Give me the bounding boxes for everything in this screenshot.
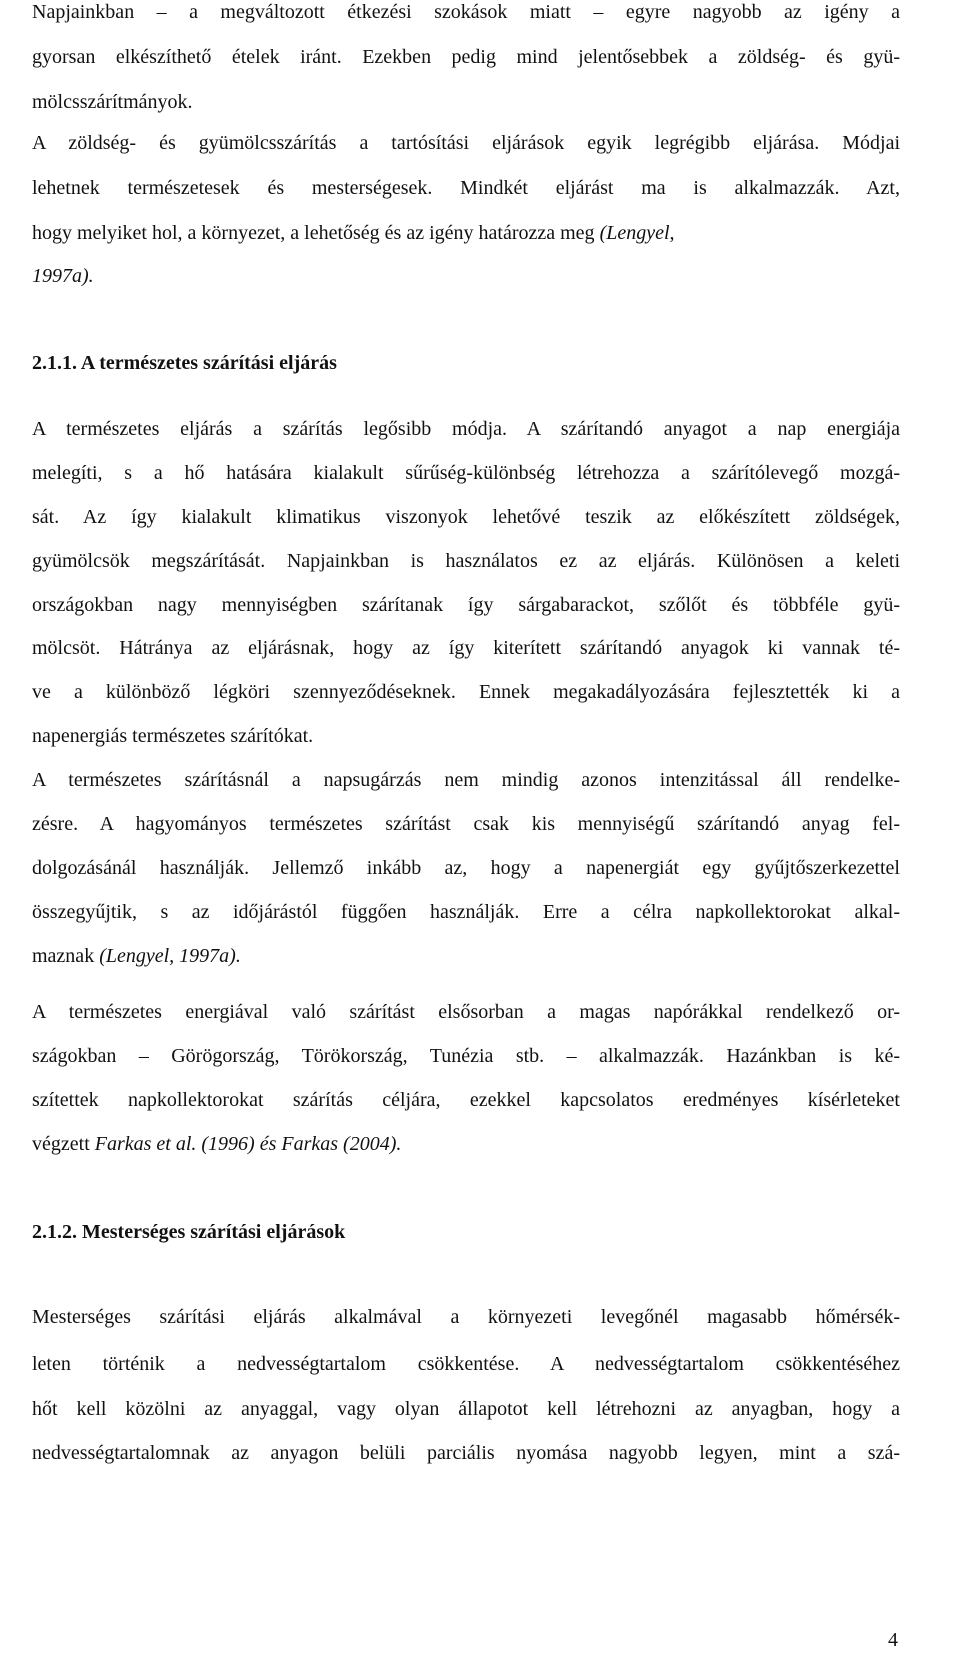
paragraph-text: végzett: [32, 1133, 95, 1155]
paragraph-line: lehetnek természetesek és mesterségesek. Mindkét eljárást ma is alkalmazzák. Azt,: [32, 177, 900, 199]
paragraph-line: hőt kell közölni az anyaggal, vagy olyan állapotot kell létrehozni az anyagban, hogy a: [32, 1398, 900, 1420]
paragraph-line: sát. Az így kialakult klimatikus viszonyok lehetővé teszik az előkészített zöldségek,: [32, 506, 900, 528]
section-heading: 2.1.1. A természetes szárítási eljárás: [32, 352, 337, 374]
paragraph-line: A természetes energiával való szárítást elsősorban a magas napórákkal rendelkező or-: [32, 1001, 900, 1023]
citation: Farkas et al. (1996) és Farkas (2004).: [94, 1133, 402, 1155]
paragraph-line: A természetes eljárás a szárítás legősibb módja. A szárítandó anyagot a nap energiája: [32, 418, 900, 440]
paragraph-line: napenergiás természetes szárítókat.: [32, 725, 314, 747]
paragraph-line: dolgozásánál használják. Jellemző inkább az, hogy a napenergiát egy gyűjtőszerkezettel: [32, 857, 900, 879]
paragraph-line: ve a különböző légköri szennyeződéseknek. Ennek megakadályozására fejlesztették ki a: [32, 681, 900, 703]
paragraph-line: összegyűjtik, s az időjárástól függően használják. Erre a célra napkollektorokat alkal-: [32, 901, 900, 923]
paragraph-line: szágokban – Görögország, Törökország, Tunézia stb. – alkalmazzák. Hazánkban is ké-: [32, 1045, 900, 1067]
paragraph-line: A természetes szárításnál a napsugárzás nem mindig azonos intenzitással áll rendelke-: [32, 769, 900, 791]
paragraph-text: maznak: [32, 945, 100, 967]
paragraph-line: mölcsöt. Hátránya az eljárásnak, hogy az így kiterített szárítandó anyagok ki vannak té-: [32, 637, 900, 659]
paragraph-line: gyümölcsök megszárítását. Napjainkban is használatos ez az eljárás. Különösen a keleti: [32, 550, 900, 572]
paragraph-line: A zöldség- és gyümölcsszárítás a tartósítási eljárások egyik legrégibb eljárása. Módjai: [32, 132, 900, 154]
citation: (Lengyel, 1997a).: [99, 945, 241, 967]
paragraph-line: zésre. A hagyományos természetes szárítást csak kis mennyiségű szárítandó anyag fel-: [32, 813, 900, 835]
paragraph-line: nedvességtartalomnak az anyagon belüli parciális nyomása nagyobb legyen, mint a szá-: [32, 1442, 900, 1464]
paragraph-line: gyorsan elkészíthető ételek iránt. Ezekben pedig mind jelentősebbek a zöldség- és gyü-: [32, 46, 900, 68]
paragraph-line: mölcsszárítmányok.: [32, 91, 193, 113]
section-heading: 2.1.2. Mesterséges szárítási eljárások: [32, 1221, 346, 1243]
paragraph-line: [32, 1132, 900, 1156]
paragraph-line: szítettek napkollektorokat szárítás céljára, ezekkel kapcsolatos eredményes kísérleteket: [32, 1089, 900, 1111]
paragraph-line: Mesterséges szárítási eljárás alkalmával a környezeti levegőnél magasabb hőmérsék-: [32, 1306, 900, 1328]
paragraph-line: melegíti, s a hő hatására kialakult sűrűség-különbség létrehozza a szárítólevegő mozgá-: [32, 462, 900, 484]
page-number: 4: [888, 1629, 898, 1651]
citation-line: 1997a).: [32, 265, 94, 287]
paragraph-line: [32, 944, 900, 968]
paragraph-line: országokban nagy mennyiségben szárítanak így sárgabarackot, szőlőt és többféle gyü-: [32, 594, 900, 616]
paragraph-line: [32, 221, 900, 245]
paragraph-line: Napjainkban – a megváltozott étkezési szokások miatt – egyre nagyobb az igény a: [32, 1, 900, 23]
paragraph-text: hogy melyiket hol, a környezet, a lehetőség és az igény határozza meg: [32, 222, 600, 244]
citation: (Lengyel,: [599, 222, 675, 244]
paragraph-line: leten történik a nedvességtartalom csökkentése. A nedvességtartalom csökkentéséhez: [32, 1353, 900, 1375]
